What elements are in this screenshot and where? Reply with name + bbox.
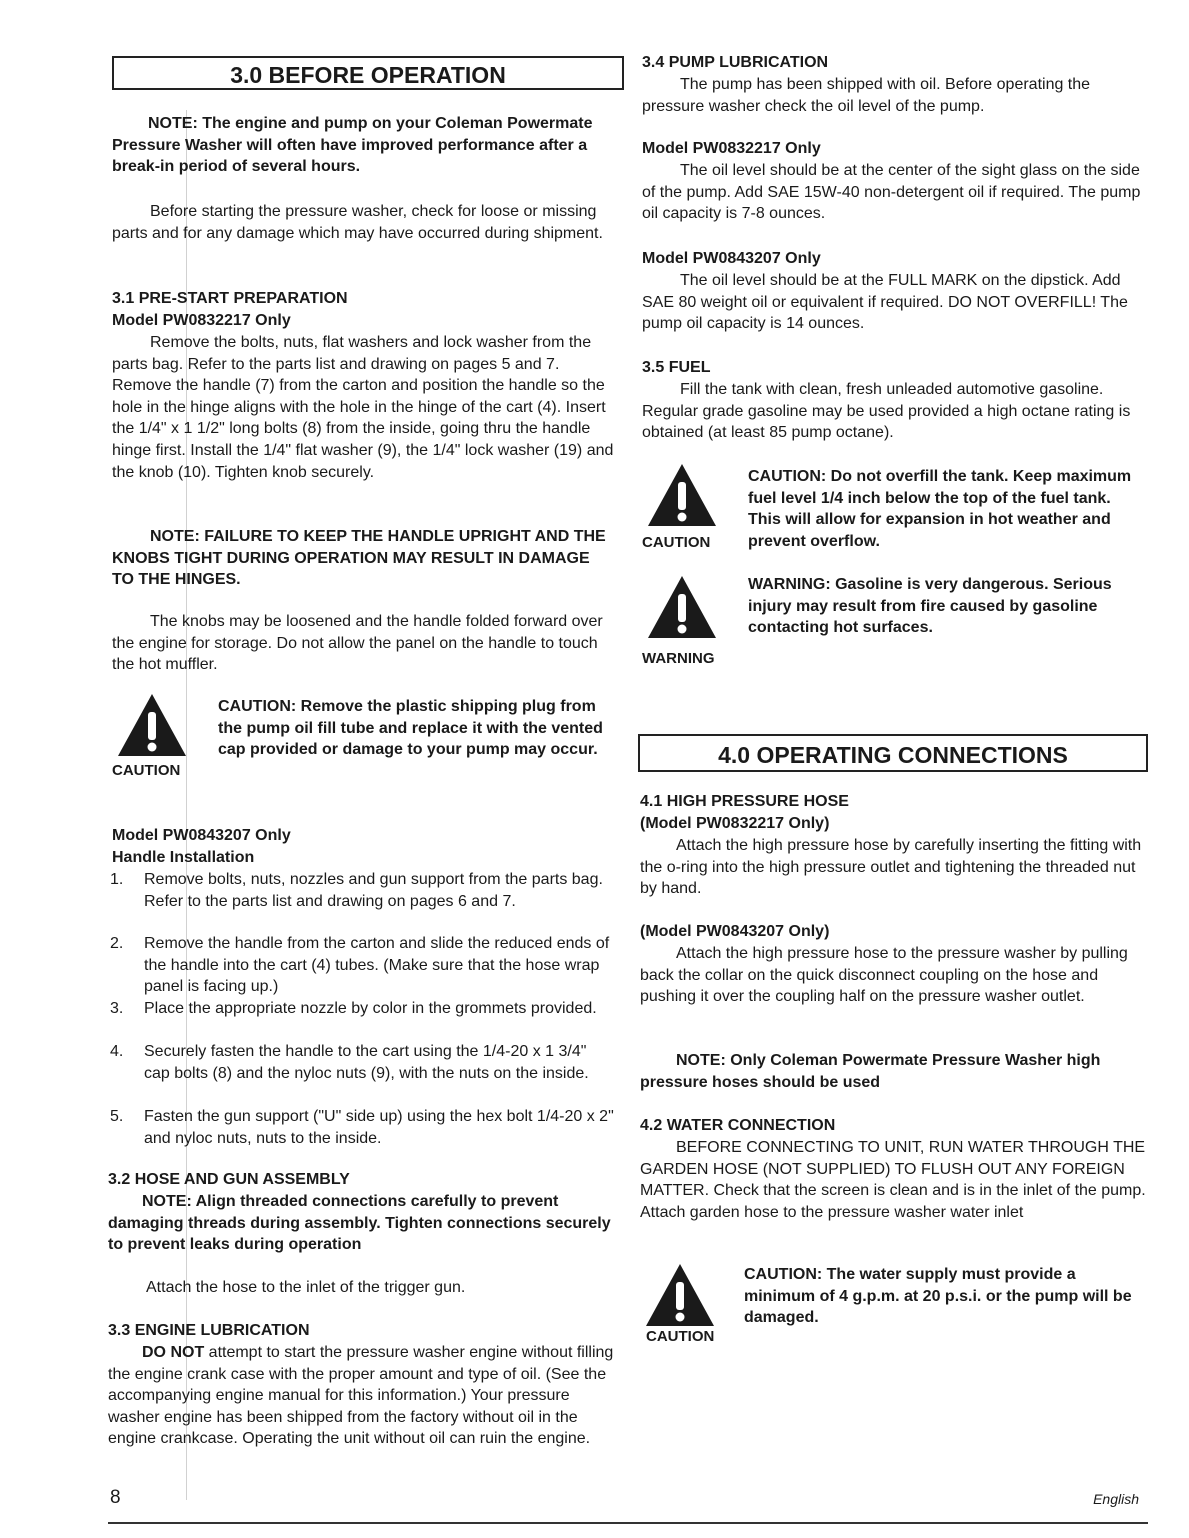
- model-pw0832217-hose-label: (Model PW0832217 Only): [640, 815, 830, 832]
- heading-3-4: 3.4 PUMP LUBRICATION: [642, 54, 829, 71]
- heading-3-2: 3.2 HOSE AND GUN ASSEMBLY: [108, 1171, 350, 1188]
- engine-lubrication-text: attempt to start the pressure washer engine without filling the engine crank case with the proper amount and type of oil. (See the accompanying engine manual for this information.) Your pressure washer engine has been shipped from the factory without oil in the engine crankcase. Operating the unit without oil can ruin the engine.: [108, 1344, 614, 1448]
- caution-text: CAUTION: Do not overfill the tank. Keep maximum fuel level 1/4 inch below the top of the fuel tank. This will allow for expansion in hot weather and prevent overflow.: [748, 468, 1132, 550]
- caution-warning-icon: [640, 1262, 716, 1328]
- heading-3-1: 3.1 PRE-START PREPARATION: [112, 290, 348, 307]
- handle-installation-heading: Handle Installation: [112, 849, 255, 866]
- model-pw0843207-pump-body: The oil level should be at the FULL MARK on the dipstick. Add SAE 80 weight oil or equivalent if required. DO NOT OVERFILL! The pump oil capacity is 14 ounces.: [642, 272, 1128, 333]
- warning-text: WARNING: Gasoline is very dangerous. Serious injury may result from fire caused by gasoline contacting hot surfaces.: [748, 576, 1112, 637]
- caution-text: CAUTION: The water supply must provide a minimum of 4 g.p.m. at 20 p.s.i. or the pump will be damaged.: [744, 1266, 1132, 1327]
- hose-note: NOTE: Only Coleman Powermate Pressure Washer high pressure hoses should be used: [640, 1052, 1101, 1091]
- model-pw0843207-pump-heading: Model PW0843207 Only: [642, 250, 821, 267]
- threaded-connections-note: NOTE: Align threaded connections carefully to prevent damaging threads during assembly. Tighten connections securely to prevent leaks during operation: [108, 1193, 611, 1254]
- page-number: 8: [110, 1487, 121, 1508]
- caution-label: CAUTION: [112, 762, 181, 779]
- model-pw0843207-label: Model PW0843207 Only: [112, 827, 291, 844]
- heading-3-3: 3.3 ENGINE LUBRICATION: [108, 1322, 310, 1339]
- prestart-body: Remove the bolts, nuts, flat washers and lock washer from the parts bag. Refer to the parts list and drawing on pages 5 and 7. Remove the handle (7) from the carton and position the handle so the hole in the hinge aligns with the hole in the hinge of the cart (4). Insert the 1/4" x 1 1/2" long bolts (8) from the inside, going thru the handle hinge first. Install the 1/4" flat washer (9), the 1/4" lock washer (19) and the knob (10). Tighten knob securely.: [112, 334, 614, 481]
- caution-warning-icon: [642, 462, 718, 528]
- warning-gasoline: [642, 574, 1146, 670]
- hose-pw0843207-body: Attach the high pressure hose to the pressure washer by pulling back the collar on the quick disconnect coupling on the hose and pushing it over the coupling half on the pressure washer outlet.: [640, 945, 1128, 1006]
- break-in-note: NOTE: The engine and pump on your Coleman Powermate Pressure Washer will often have improved performance after a break-in period of several hours.: [112, 115, 593, 176]
- section-3-title: 3.0 BEFORE OPERATION: [112, 56, 624, 90]
- model-pw0832217-label: Model PW0832217 Only: [112, 312, 291, 329]
- do-not-emphasis: DO NOT: [142, 1344, 205, 1361]
- heading-4-1: 4.1 HIGH PRESSURE HOSE: [640, 793, 849, 810]
- handle-upright-note: NOTE: FAILURE TO KEEP THE HANDLE UPRIGHT AND THE KNOBS TIGHT DURING OPERATION MAY RESULT IN DAMAGE TO THE HINGES.: [112, 528, 606, 589]
- caution-water-supply: [640, 1262, 1146, 1358]
- caution-shipping-plug: [112, 692, 618, 788]
- warning-label: WARNING: [642, 650, 715, 667]
- intro-paragraph: Before starting the pressure washer, check for loose or missing parts and for any damage which may have occurred during shipment.: [112, 203, 603, 242]
- heading-4-2: 4.2 WATER CONNECTION: [640, 1117, 836, 1134]
- pump-lubrication-body: The pump has been shipped with oil. Before operating the pressure washer check the oil level of the pump.: [642, 76, 1091, 115]
- warning-triangle-icon: [642, 574, 718, 640]
- caution-text: CAUTION: Remove the plastic shipping plug from the pump oil fill tube and replace it with the vented cap provided or damage to your pump may occur.: [218, 698, 603, 759]
- footer-divider: [108, 1522, 1148, 1524]
- section-4-title: 4.0 OPERATING CONNECTIONS: [638, 734, 1148, 772]
- heading-3-5: 3.5 FUEL: [642, 359, 711, 376]
- knobs-paragraph: The knobs may be loosened and the handle folded forward over the engine for storage. Do not allow the panel on the handle to touch the hot muffler.: [112, 613, 603, 674]
- caution-warning-icon: [112, 692, 188, 758]
- model-pw0832217-pump-body: The oil level should be at the center of the sight glass on the side of the pump. Add SAE 15W-40 non-detergent oil if required. The pump oil capacity is 7-8 ounces.: [642, 162, 1141, 223]
- model-pw0843207-hose-label: (Model PW0843207 Only): [640, 923, 830, 940]
- hose-attach-text: Attach the hose to the inlet of the trigger gun.: [146, 1279, 466, 1296]
- caution-overfill-tank: [642, 462, 1146, 558]
- water-connection-body: BEFORE CONNECTING TO UNIT, RUN WATER THROUGH THE GARDEN HOSE (NOT SUPPLIED) TO FLUSH OUT ANY FOREIGN MATTER. Check that the screen is clean and is in the inlet of the pump. Attach garden hose to the pressure washer water inlet: [640, 1139, 1146, 1221]
- fuel-body: Fill the tank with clean, fresh unleaded automotive gasoline. Regular grade gasoline may be used provided a high octane rating is obtained (at least 85 pump octane).: [642, 381, 1131, 442]
- caution-label: CAUTION: [646, 1328, 715, 1345]
- caution-label: CAUTION: [642, 534, 711, 551]
- language-label: English: [1093, 1491, 1139, 1507]
- engine-lubrication-body: [108, 1342, 614, 1450]
- model-pw0832217-pump-heading: Model PW0832217 Only: [642, 140, 821, 157]
- hose-pw0832217-body: Attach the high pressure hose by carefully inserting the fitting with the o-ring into the high pressure outlet and tightening the threaded nut by hand.: [640, 837, 1142, 898]
